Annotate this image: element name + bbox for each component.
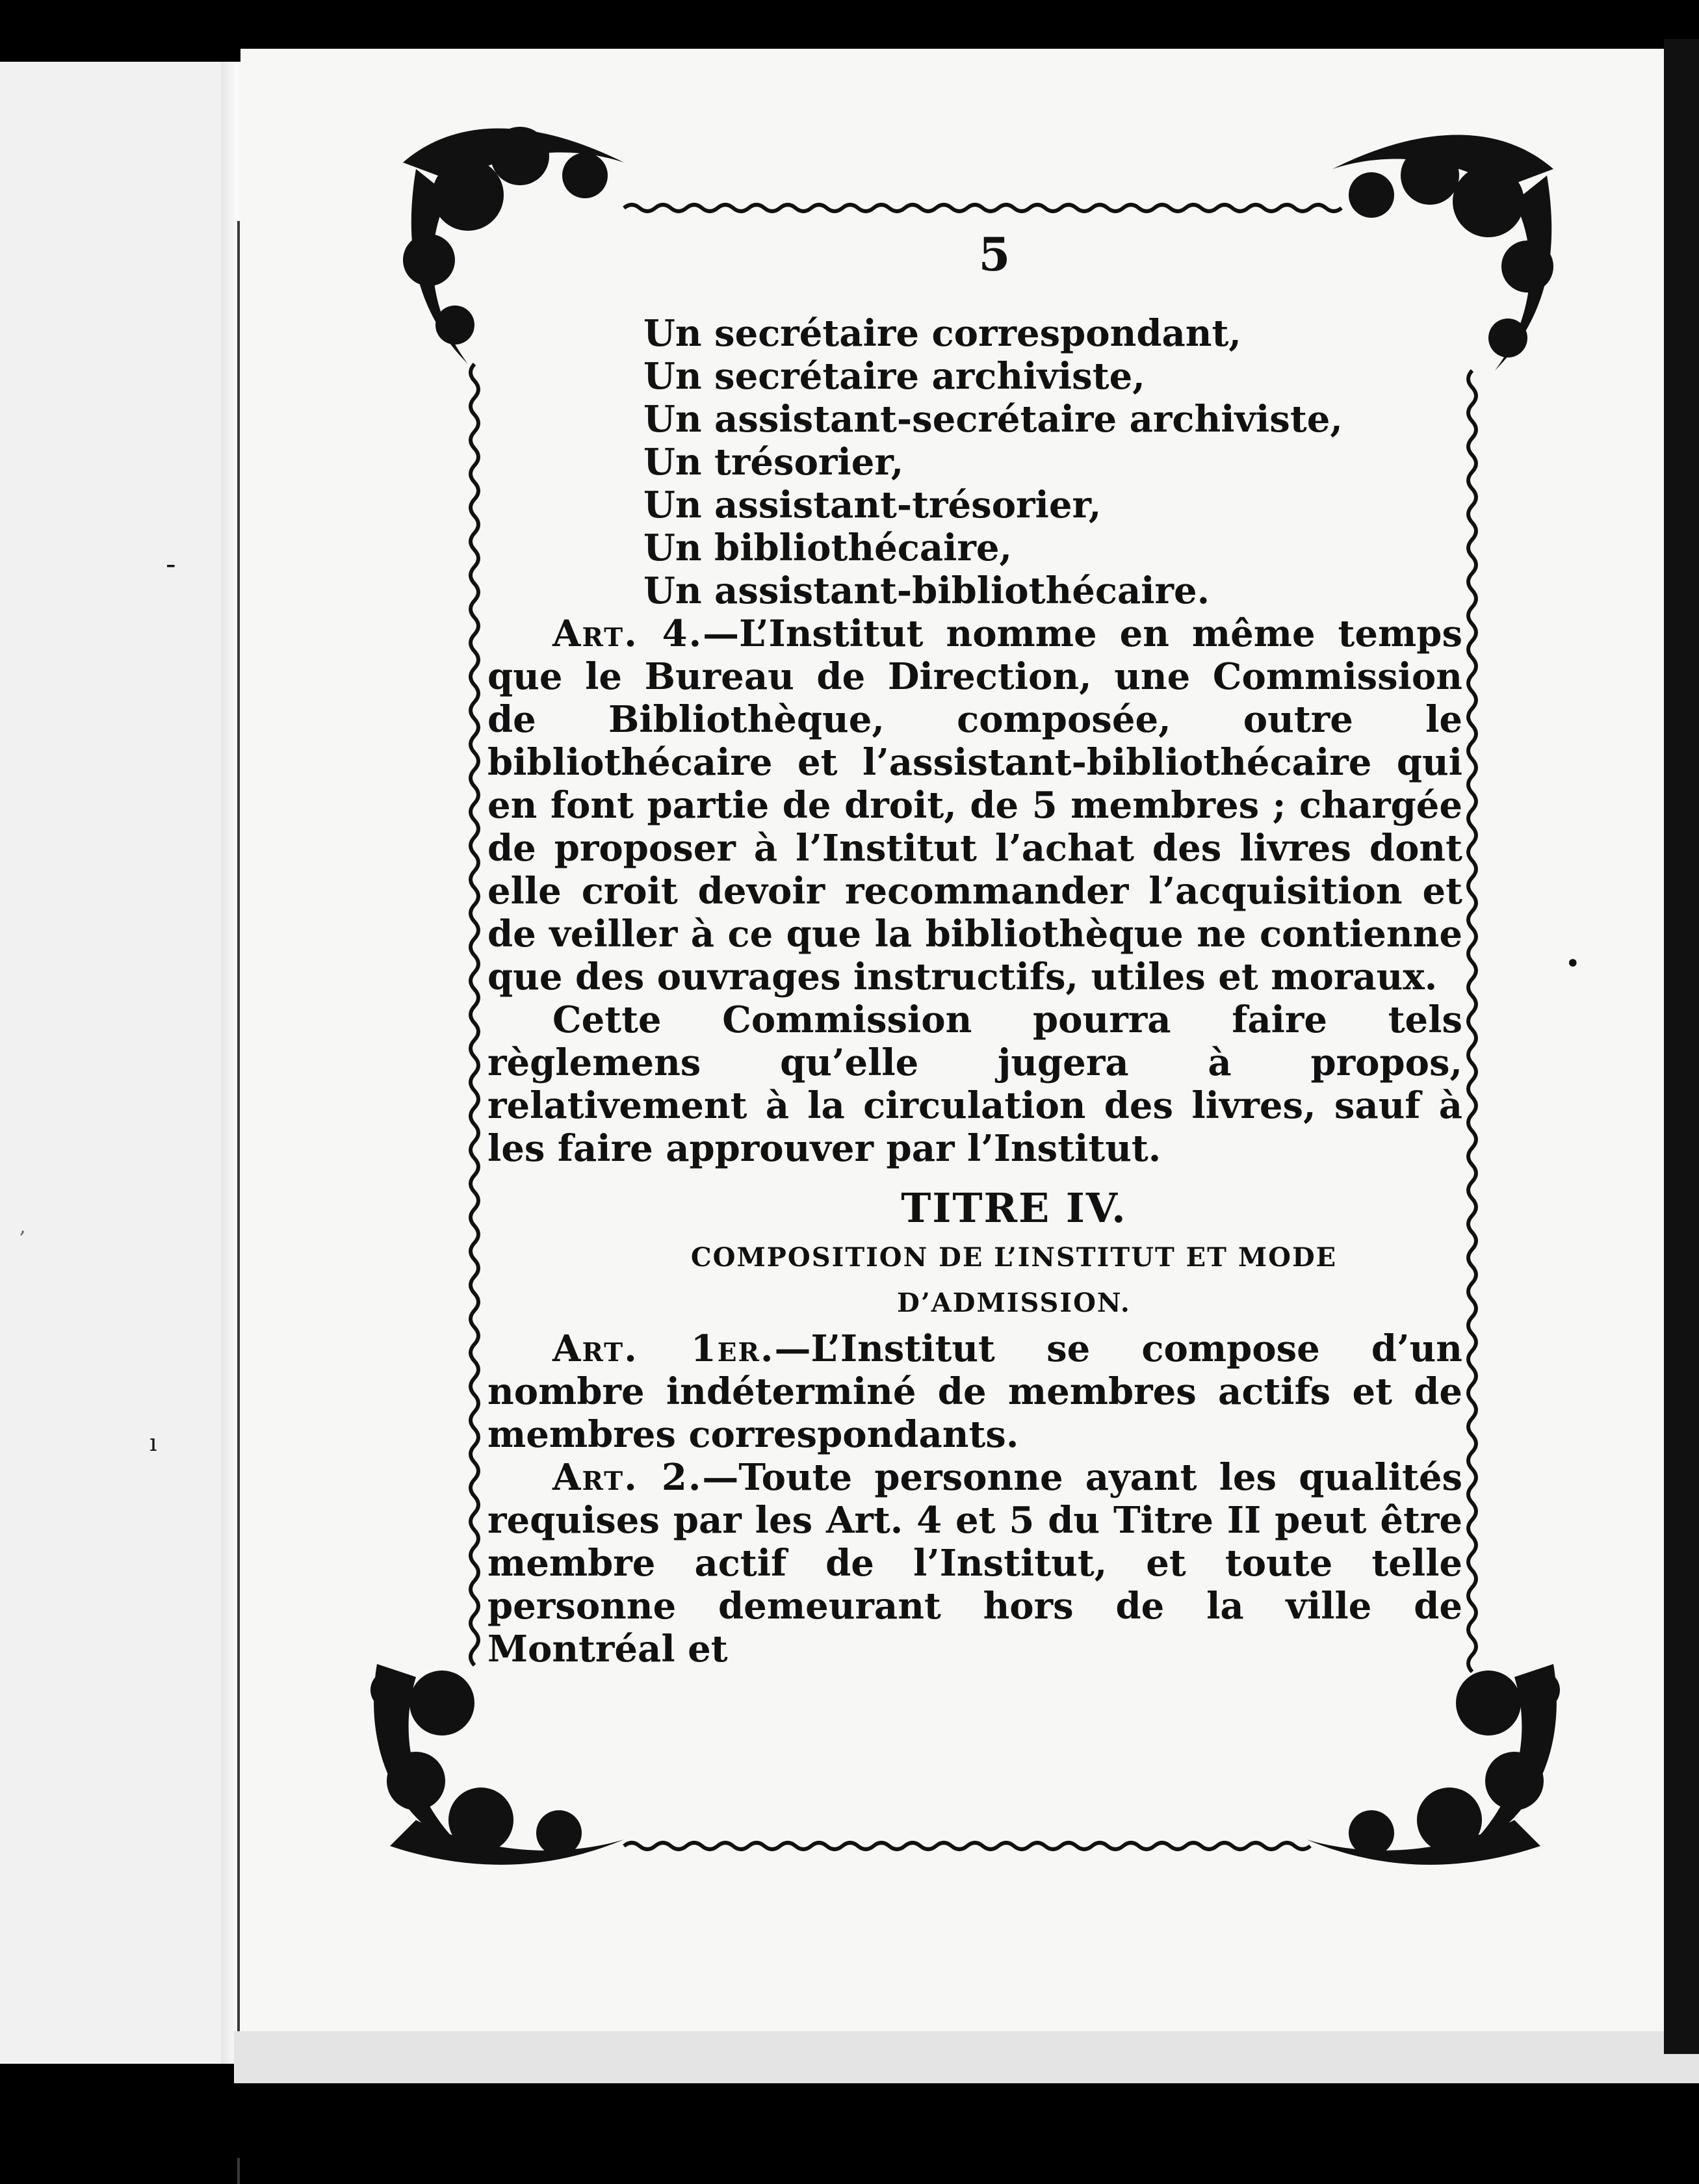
commission-paragraph: Cette Commission pourra faire tels règlemens qu’elle jugera à propos, relativement à la circulation des livres, sauf à les faire approuver par l’Institut. xyxy=(487,998,1462,1170)
article-4 xyxy=(487,612,1462,998)
frame-wave-right xyxy=(1468,370,1476,1672)
article-text: —L’Institut nomme en même temps que le Bureau de Direction, une Commission de Bibliothèque, composée, outre le bibliothécaire et l’assistant-bibliothécaire qui en font partie de droit, de 5 membres ; chargée de proposer à l’Institut l’achat des livres dont elle croit devoir recommander l’acquisition et de veiller à ce que la bibliothèque ne contienne que des ouvrages instructifs, utiles et moraux. xyxy=(487,612,1462,998)
corner-ornament-bottom-right xyxy=(1306,1664,1560,1865)
list-item: Un assistant-secrétaire archiviste, xyxy=(643,398,1343,441)
list-item: Un secrétaire archiviste, xyxy=(643,355,1145,398)
article-label: Art. 2. xyxy=(552,1456,703,1499)
list-item: Un assistant-trésorier, xyxy=(643,484,1102,526)
article-2 xyxy=(487,1456,1462,1670)
frame-wave-bottom xyxy=(624,1843,1310,1849)
officer-list xyxy=(487,312,1462,612)
frame-wave-left xyxy=(471,364,478,1665)
page-text xyxy=(487,312,1462,1670)
page-number: 5 xyxy=(978,228,1011,281)
scan-mark: - xyxy=(166,546,176,581)
article-text: —Toute personne ayant les qualités requises par les Art. 4 et 5 du Titre II peut être membre actif de l’Institut, et toute telle personne demeurant hors de la ville de Montréal et xyxy=(487,1456,1462,1670)
scan-mark: ı xyxy=(149,1430,157,1457)
list-item: Un assistant-bibliothécaire. xyxy=(643,569,1210,612)
article-text: —L’Institut se compose d’un nombre indéterminé de membres actifs et de membres correspondants. xyxy=(487,1327,1462,1456)
scan-mark: • xyxy=(1565,949,1581,979)
section-title: TITRE IV. xyxy=(901,1184,1127,1232)
corner-ornament-bottom-left xyxy=(370,1664,624,1865)
section-subtitle-line-1: COMPOSITION DE L’INSTITUT ET MODE xyxy=(690,1242,1338,1273)
frame-wave-top xyxy=(624,205,1342,211)
list-item: Un bibliothécaire, xyxy=(643,526,1013,569)
article-label: Art. 4. xyxy=(552,612,703,655)
article-1 xyxy=(487,1327,1462,1456)
list-item: Un trésorier, xyxy=(643,441,904,484)
scan-mark: , xyxy=(19,1216,26,1238)
list-item: Un secrétaire correspondant, xyxy=(643,312,1241,355)
section-subtitle-line-2: D’ADMISSION. xyxy=(897,1288,1131,1318)
article-label: Art. 1er. xyxy=(552,1327,775,1370)
